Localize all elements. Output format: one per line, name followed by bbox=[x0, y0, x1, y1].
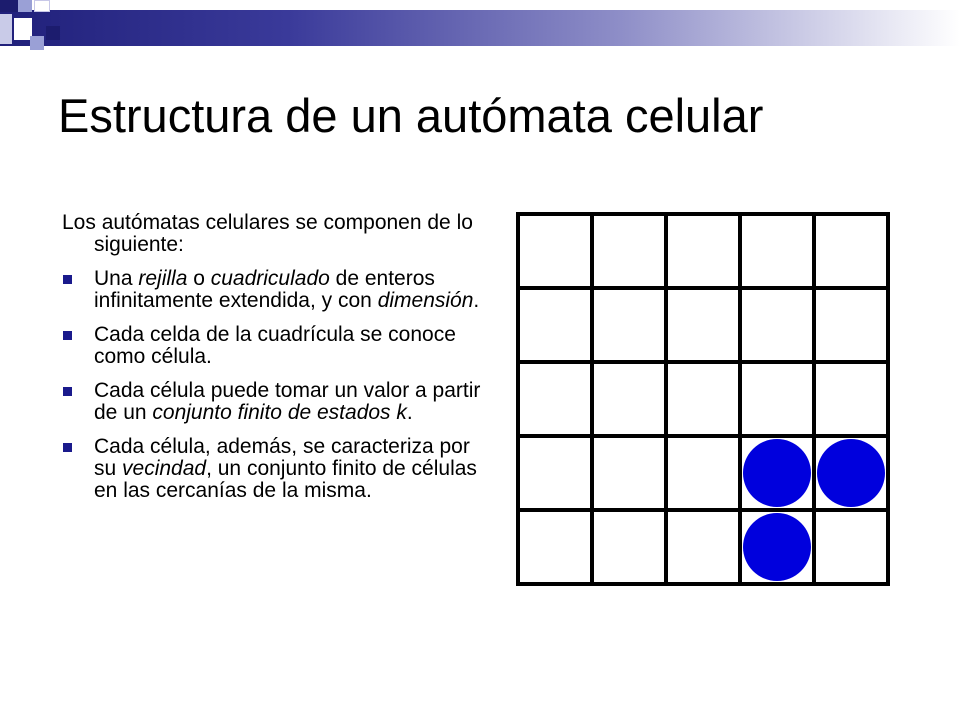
emphasis-text: vecindad bbox=[122, 457, 207, 480]
empty-cell bbox=[594, 512, 664, 582]
bullet-item bbox=[62, 268, 482, 312]
bullet-text: o bbox=[187, 267, 211, 290]
empty-cell bbox=[594, 216, 664, 286]
empty-cell bbox=[520, 512, 590, 582]
intro-text: Los autómatas celulares se componen de lo siguiente: bbox=[62, 211, 473, 256]
empty-cell bbox=[594, 364, 664, 434]
empty-cell bbox=[668, 438, 738, 508]
bullet-square-icon bbox=[63, 387, 72, 396]
bullet-square-icon bbox=[63, 275, 72, 284]
emphasis-text: rejilla bbox=[138, 267, 188, 290]
empty-cell bbox=[520, 216, 590, 286]
bullet-text: . bbox=[473, 289, 480, 312]
bullet-text: , un conjunto finito de células en las cercanías de la misma. bbox=[94, 457, 477, 502]
emphasis-text: conjunto finito de estados k bbox=[152, 401, 407, 424]
decor-square bbox=[0, 0, 18, 12]
empty-cell bbox=[594, 438, 664, 508]
emphasis-text: dimensión bbox=[377, 289, 474, 312]
empty-cell bbox=[668, 290, 738, 360]
empty-cell bbox=[816, 216, 886, 286]
bullet-text: de enteros infinitamente extendida, y con bbox=[94, 267, 435, 312]
slide-title: Estructura de un autómata celular bbox=[58, 89, 764, 142]
empty-cell bbox=[742, 216, 812, 286]
empty-cell bbox=[816, 364, 886, 434]
bullet-text: Cada célula, además, se caracteriza por su bbox=[94, 435, 470, 480]
corner-squares-decoration bbox=[0, 0, 70, 54]
empty-cell bbox=[520, 290, 590, 360]
empty-cell bbox=[520, 438, 590, 508]
live-cell bbox=[742, 512, 812, 582]
bullet-text: Una bbox=[94, 267, 139, 290]
bullet-list bbox=[62, 268, 482, 502]
bullet-item bbox=[62, 436, 482, 502]
bullet-square-icon bbox=[63, 443, 72, 452]
live-cell bbox=[816, 438, 886, 508]
cell-grid bbox=[516, 212, 890, 586]
bullet-text: Cada célula puede tomar un valor a partir de un bbox=[94, 379, 481, 424]
empty-cell bbox=[668, 512, 738, 582]
empty-cell bbox=[816, 512, 886, 582]
slide-body bbox=[62, 212, 482, 514]
bullet-text: Cada celda de la cuadrícula se conoce como célula. bbox=[94, 323, 456, 368]
empty-cell bbox=[668, 364, 738, 434]
decor-square bbox=[34, 0, 50, 12]
bullet-text: . bbox=[406, 401, 413, 424]
emphasis-text: cuadriculado bbox=[210, 267, 330, 290]
empty-cell bbox=[742, 290, 812, 360]
header-gradient-bar bbox=[0, 10, 960, 46]
empty-cell bbox=[668, 216, 738, 286]
empty-cell bbox=[816, 290, 886, 360]
cellular-automaton-figure bbox=[516, 212, 890, 586]
empty-cell bbox=[520, 364, 590, 434]
live-cell bbox=[742, 438, 812, 508]
decor-square bbox=[46, 26, 60, 40]
bullet-item bbox=[62, 380, 482, 424]
decor-square bbox=[30, 36, 44, 50]
bullet-item bbox=[62, 324, 482, 368]
bullet-square-icon bbox=[63, 331, 72, 340]
decor-square bbox=[0, 14, 12, 44]
decor-square bbox=[18, 0, 32, 12]
empty-cell bbox=[594, 290, 664, 360]
empty-cell bbox=[742, 364, 812, 434]
